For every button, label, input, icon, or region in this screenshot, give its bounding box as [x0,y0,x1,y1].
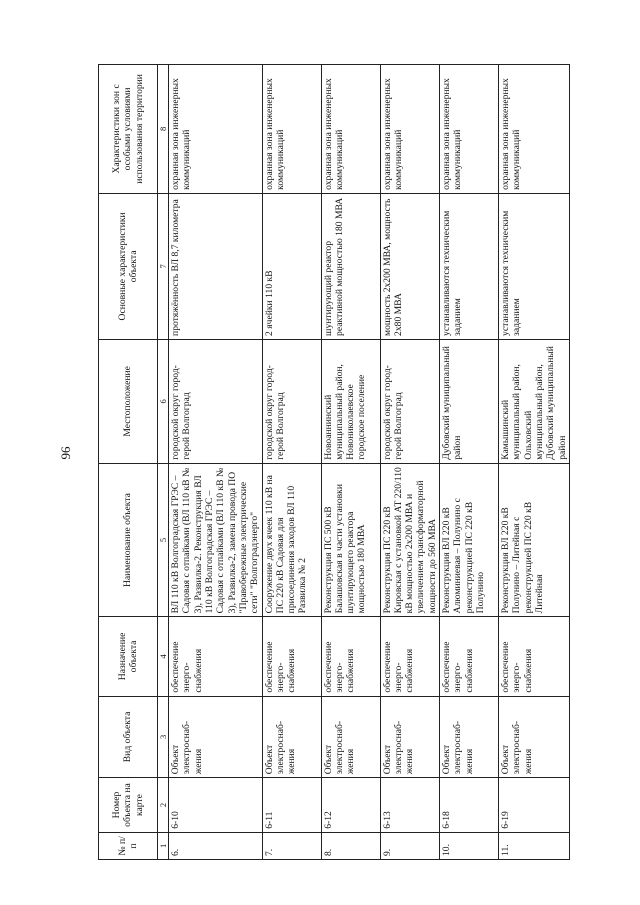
object-purpose: обеспечение энерго-снабжения [380,617,440,696]
object-specs: мощность 2х200 МВА, мощность 2х80 МВА [380,193,440,339]
object-kind: Объект электроснаб-жения [321,696,380,778]
object-zones: охранная зона инженерных коммуникаций [380,65,440,194]
object-kind: Объект электроснаб-жения [499,696,570,778]
column-number: 2 [158,778,169,832]
object-kind: Объект электроснаб-жения [380,696,440,778]
table-header-row [99,65,158,860]
header-cell: Основные характеристики объекта [99,193,158,339]
object-specs: устанавливаются техническим заданием [499,193,570,339]
column-number: 6 [158,339,169,463]
object-kind: Объект электроснаб-жения [169,696,263,778]
object-zones: охранная зона инженерных коммуникаций [262,65,321,194]
object-location: Камышинский муниципальный район, Ольховский муниципальный район, Дубовский муниципальный район [499,339,570,463]
object-zones: охранная зона инженерных коммуникаций [440,65,499,194]
object-location: городской округ город-герой Волгоград [169,339,263,463]
header-cell: Наименование объекта [99,463,158,617]
map-id: 6-19 [499,778,570,832]
object-zones: охранная зона инженерных коммуникаций [499,65,570,194]
header-cell: Характеристики зон с особыми условиями использования территории [99,65,158,194]
row-number: 6. [169,832,263,859]
object-purpose: обеспечение энерго-снабжения [499,617,570,696]
object-location: Новоаннинский муниципальный район, Новониколаевское городское поселение [321,339,380,463]
page-number: 96 [58,446,73,460]
object-kind: Объект электроснаб-жения [440,696,499,778]
objects-table [98,64,570,860]
row-number: 8. [321,832,380,859]
column-number: 8 [158,65,169,194]
object-zones: охранная зона инженерных коммуникаций [169,65,263,194]
object-name: ВЛ 110 кВ Волгоградская ГРЭС – Садовая с отпайками (ВЛ 110 кВ № 3), Развилка-2. Реконструкция ВЛ 110 кВ Волгоградская ГРЭС – Садовая с отпайками (ВЛ 110 кВ № 3), Развилка-2, замена провода ПО "Правобережные электрические сети" "Волгоградэнерго" [169,463,263,617]
document-table-container [98,64,568,860]
header-cell: № п/п [99,832,158,859]
row-number: 11. [499,832,570,859]
header-cell: Назначение объекта [99,617,158,696]
object-name: Реконструкция ПС 500 кВ Балашовская в части установки шунтирующего реактора мощностью 180 МВА [321,463,380,617]
table-row [169,65,263,860]
column-number-row [158,65,169,860]
table-row [262,65,321,860]
column-number: 1 [158,832,169,859]
map-id: 6-13 [380,778,440,832]
header-cell: Номер объекта на карте [99,778,158,832]
table-row [440,65,499,860]
object-zones: охранная зона инженерных коммуникаций [321,65,380,194]
header-cell: Вид объекта [99,696,158,778]
object-purpose: обеспечение энерго-снабжения [262,617,321,696]
map-id: 6-12 [321,778,380,832]
object-name: Реконструкция ВЛ 220 кВ Алюминиевая – Полунино с реконструкцией ПС 220 кВ Полунино [440,463,499,617]
column-number: 3 [158,696,169,778]
object-purpose: обеспечение энерго-снабжения [440,617,499,696]
map-id: 6-10 [169,778,263,832]
object-kind: Объект электроснаб-жения [262,696,321,778]
header-cell: Местоположение [99,339,158,463]
table-row [499,65,570,860]
object-specs: устанавливаются техническим заданием [440,193,499,339]
row-number: 7. [262,832,321,859]
column-number: 7 [158,193,169,339]
object-name: Сооружение двух ячеек 110 кВ на ПС 220 кВ Садовая для присоединения заходов ВЛ 110 Развилка № 2 [262,463,321,617]
map-id: 6-18 [440,778,499,832]
table-row [380,65,440,860]
map-id: 6-11 [262,778,321,832]
object-specs: 2 ячейки 110 кВ [262,193,321,339]
object-purpose: обеспечение энерго-снабжения [321,617,380,696]
object-specs: шунтирующий реактор реактивной мощностью 180 МВА [321,193,380,339]
object-specs: протяжённость ВЛ 8,7 километра [169,193,263,339]
object-name: Реконструкция ПС 220 кВ Кировская с установкой АТ 220/110 кВ мощностью 2х200 МВА и увеличением трансформаторной мощности до 560 МВА [380,463,440,617]
table-row [321,65,380,860]
object-location: Дубовский муниципальный район [440,339,499,463]
row-number: 10. [440,832,499,859]
object-purpose: обеспечение энерго-снабжения [169,617,263,696]
row-number: 9. [380,832,440,859]
object-location: городской округ город-герой Волгоград [380,339,440,463]
column-number: 5 [158,463,169,617]
object-name: Реконструкция ВЛ 220 кВ Полунино – Литейная с реконструкцией ПС 220 кВ Литейная [499,463,570,617]
object-location: городской округ город-герой Волгоград [262,339,321,463]
column-number: 4 [158,617,169,696]
